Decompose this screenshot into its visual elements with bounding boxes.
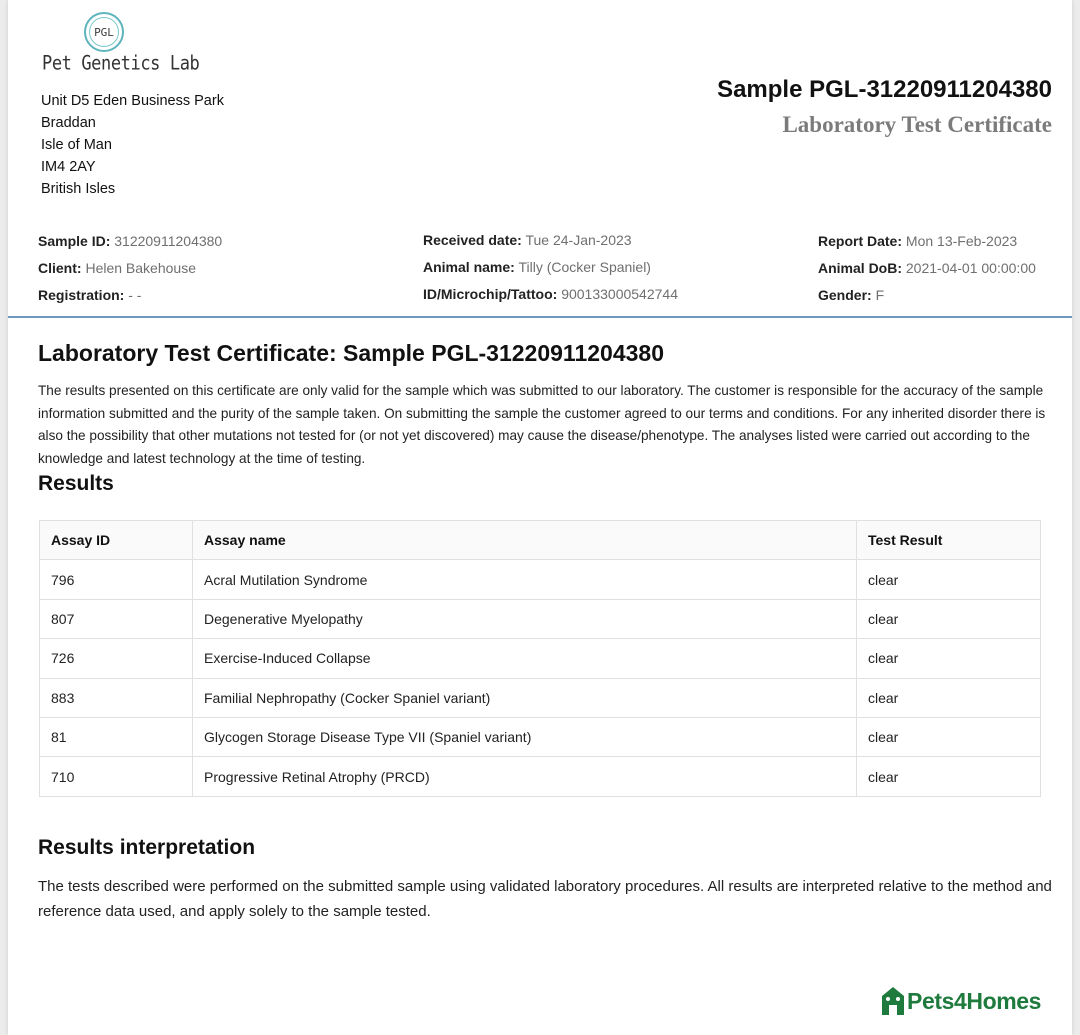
meta-column-3 bbox=[818, 228, 1036, 309]
meta-microchip: ID/Microchip/Tattoo: 900133000542744 bbox=[423, 286, 678, 302]
meta-sample-id: Sample ID: 31220911204380 bbox=[38, 233, 223, 249]
header-divider bbox=[8, 316, 1072, 318]
address-line: Unit D5 Eden Business Park bbox=[41, 93, 224, 109]
assay-id-cell: 726 bbox=[40, 639, 193, 678]
column-header-assay-id: Assay ID bbox=[40, 521, 193, 560]
test-result-cell: clear bbox=[857, 757, 1041, 796]
assay-name-cell: Degenerative Myelopathy bbox=[193, 599, 857, 638]
meta-animal-name: Animal name: Tilly (Cocker Spaniel) bbox=[423, 259, 651, 275]
table-row bbox=[40, 599, 1041, 638]
assay-id-cell: 796 bbox=[40, 560, 193, 599]
pets4homes-watermark bbox=[880, 986, 1041, 1016]
meta-column-2 bbox=[423, 227, 678, 308]
table-row bbox=[40, 678, 1041, 717]
lab-address bbox=[41, 90, 224, 200]
pgl-logo bbox=[42, 10, 200, 78]
assay-id-cell: 883 bbox=[40, 678, 193, 717]
table-row bbox=[40, 757, 1041, 796]
assay-name-cell: Familial Nephropathy (Cocker Spaniel variant) bbox=[193, 678, 857, 717]
test-result-cell: clear bbox=[857, 639, 1041, 678]
results-heading: Results bbox=[38, 472, 114, 495]
results-table bbox=[39, 520, 1041, 797]
meta-registration: Registration: - - bbox=[38, 287, 142, 303]
certificate-title: Laboratory Test Certificate: Sample PGL-31220911204380 bbox=[38, 340, 664, 366]
assay-name-cell: Progressive Retinal Atrophy (PRCD) bbox=[193, 757, 857, 796]
test-result-cell: clear bbox=[857, 599, 1041, 638]
column-header-assay-name: Assay name bbox=[193, 521, 857, 560]
table-row bbox=[40, 717, 1041, 756]
test-result-cell: clear bbox=[857, 717, 1041, 756]
table-row bbox=[40, 560, 1041, 599]
test-result-cell: clear bbox=[857, 560, 1041, 599]
test-result-cell: clear bbox=[857, 678, 1041, 717]
certificate-disclaimer: The results presented on this certificate are only valid for the sample which was submitted to our laboratory. The customer is responsible for the accuracy of the sample information submitted and the purity of the sample taken. On submitting the sample the customer agreed to our terms and conditions. For any inherited disorder there is also the possibility that other mutations not tested for (or not yet discovered) may cause the disease/phenotype. The analyses listed were carried out according to the knowledge and latest technology at the time of testing. bbox=[38, 383, 1046, 466]
interpretation-text: The tests described were performed on the submitted sample using validated laboratory procedures. All results are interpreted relative to the method and reference data used, and apply solely to the sample tested. bbox=[38, 878, 1052, 920]
meta-column-1 bbox=[38, 228, 222, 309]
meta-animal-dob: Animal DoB: 2021-04-01 00:00:00 bbox=[818, 260, 1036, 276]
assay-name-cell: Glycogen Storage Disease Type VII (Spaniel variant) bbox=[193, 717, 857, 756]
table-row bbox=[40, 639, 1041, 678]
pets4homes-logo-icon bbox=[880, 986, 906, 1016]
assay-id-cell: 710 bbox=[40, 757, 193, 796]
meta-client: Client: Helen Bakehouse bbox=[38, 260, 196, 276]
interpretation-heading: Results interpretation bbox=[38, 836, 256, 859]
address-line: Isle of Man bbox=[41, 137, 112, 153]
assay-id-cell: 81 bbox=[40, 717, 193, 756]
meta-gender: Gender: F bbox=[818, 287, 885, 303]
pgl-logo-icon bbox=[84, 12, 124, 52]
pets4homes-text: Pets4Homes bbox=[907, 987, 1042, 1014]
meta-received-date: Received date: Tue 24-Jan-2023 bbox=[423, 232, 632, 248]
assay-name-cell: Exercise-Induced Collapse bbox=[193, 639, 857, 678]
address-line: Braddan bbox=[41, 115, 96, 131]
logo-initials: PGL bbox=[94, 25, 114, 39]
logo-name: Pet Genetics Lab bbox=[42, 52, 200, 75]
certificate-page bbox=[8, 0, 1072, 1035]
meta-report-date: Report Date: Mon 13-Feb-2023 bbox=[818, 233, 1018, 249]
assay-name-cell: Acral Mutilation Syndrome bbox=[193, 560, 857, 599]
table-header-row bbox=[40, 521, 1041, 560]
column-header-test-result: Test Result bbox=[857, 521, 1041, 560]
sample-title: Sample PGL-31220911204380 bbox=[717, 76, 1052, 103]
address-line: IM4 2AY bbox=[41, 159, 96, 175]
address-line: British Isles bbox=[41, 181, 116, 197]
assay-id-cell: 807 bbox=[40, 599, 193, 638]
certificate-subtitle: Laboratory Test Certificate bbox=[782, 112, 1052, 137]
